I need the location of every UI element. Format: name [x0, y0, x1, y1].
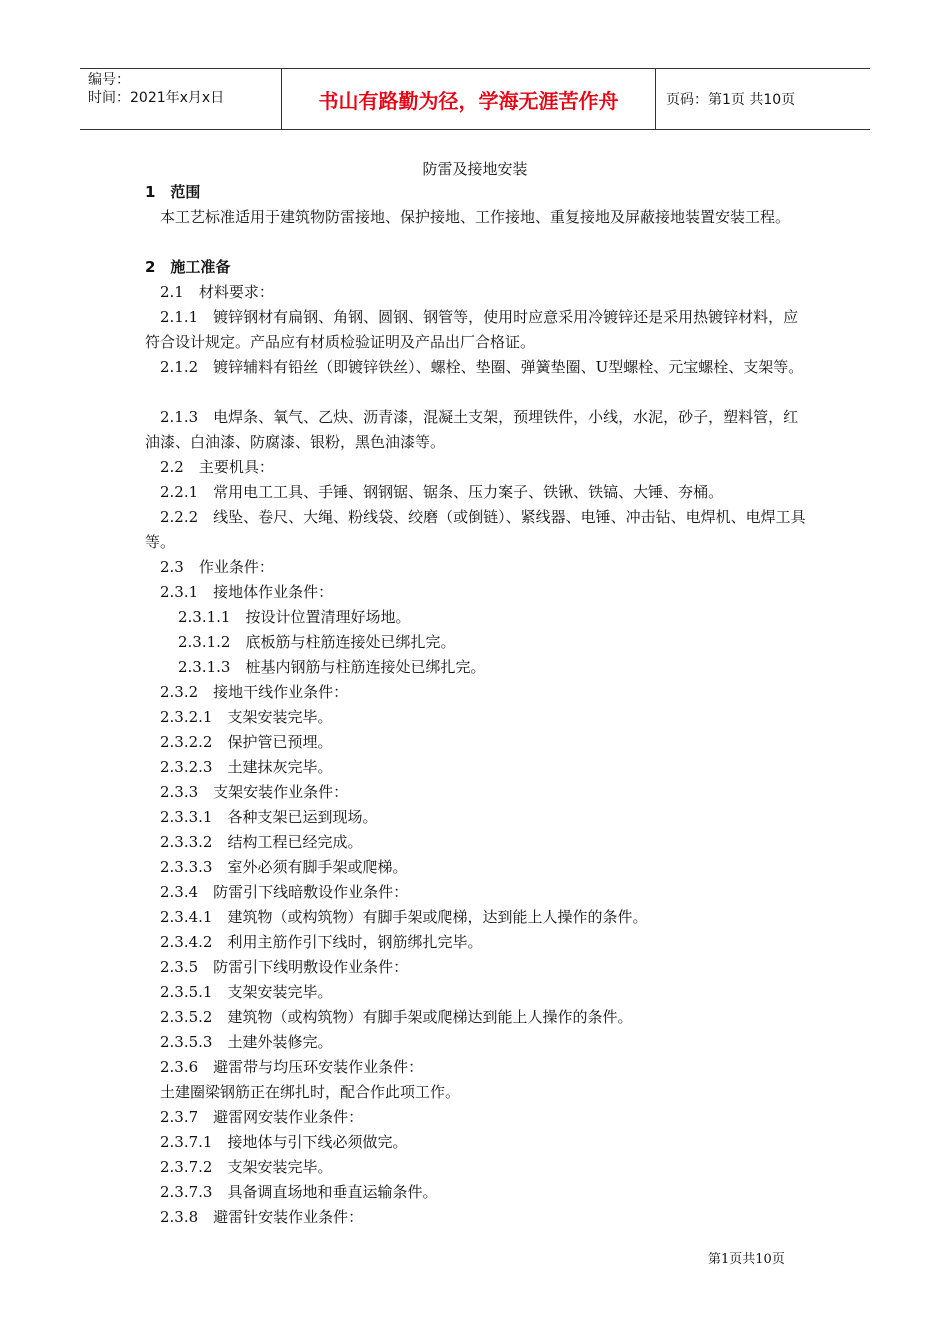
list-item: 2.3.1.3 桩基内钢筋与柱筋连接处已绑扎完。	[178, 658, 486, 676]
list-item: 2.3.4.2 利用主筋作引下线时，钢筋绑扎完毕。	[160, 933, 483, 951]
section-heading: 1 范围	[145, 183, 201, 201]
list-item: 2.3.1.2 底板筋与柱筋连接处已绑扎完。	[178, 633, 456, 651]
list-item: 2.3.7.2 支架安装完毕。	[160, 1158, 333, 1176]
subsection-heading: 2.2 主要机具：	[160, 458, 274, 476]
time-label: 时间：2021年x月x日	[88, 90, 225, 106]
list-item: 2.2.2 线坠、卷尺、大绳、粉线袋、绞磨（或倒链）、紧线器、电锤、冲击钻、电焊机、电焊工具等。	[145, 508, 806, 551]
header-motto: 书山有路勤为径，学海无涯苦作舟	[281, 69, 656, 129]
list-item: 2.3.2 接地干线作业条件：	[160, 683, 349, 701]
list-item: 2.3.3.1 各种支架已运到现场。	[160, 808, 378, 826]
list-item: 2.3.7 避雷网安装作业条件：	[160, 1108, 364, 1126]
list-item: 2.3.2.2 保护管已预埋。	[160, 733, 333, 751]
list-item: 2.3.5 防雷引下线明敷设作业条件：	[160, 958, 409, 976]
list-item: 2.3.7.1 接地体与引下线必须做完。	[160, 1133, 408, 1151]
list-item: 2.3.7.3 具备调直场地和垂直运输条件。	[160, 1183, 438, 1201]
list-item: 2.3.3.2 结构工程已经完成。	[160, 833, 363, 851]
list-item: 2.2.1 常用电工工具、手锤、钢钢锯、锯条、压力案子、铁锹、铁镐、大锤、夯桶。	[160, 483, 724, 501]
list-item: 2.3.2.1 支架安装完毕。	[160, 708, 333, 726]
header-page-info: 页码：第1页 共10页	[666, 92, 796, 108]
list-item: 2.3.5.2 建筑物（或构筑物）有脚手架或爬梯达到能上人操作的条件。	[160, 1008, 633, 1026]
header-meta	[80, 69, 280, 129]
list-item: 2.3.3 支架安装作业条件：	[160, 783, 349, 801]
subsection-heading: 2.1 材料要求：	[160, 283, 274, 301]
document-title: 防雷及接地安装	[422, 160, 528, 178]
page-footer: 第1页共10页	[708, 1252, 785, 1267]
list-item: 2.3.4.1 建筑物（或构筑物）有脚手架或爬梯，达到能上人操作的条件。	[160, 908, 648, 926]
list-item: 2.3.3.3 室外必须有脚手架或爬梯。	[160, 858, 408, 876]
list-item: 2.3.5.3 土建外装修完。	[160, 1033, 333, 1051]
list-item: 2.3.8 避雷针安装作业条件：	[160, 1208, 364, 1226]
document-body	[145, 180, 810, 1230]
list-item: 2.3.1 接地体作业条件：	[160, 583, 334, 601]
list-item: 2.3.6 避雷带与均压环安装作业条件：	[160, 1058, 424, 1076]
list-item: 2.1.1 镀锌钢材有扁钢、角钢、圆钢、钢管等，使用时应意采用冷镀锌还是采用热镀锌材料，应符合设计规定。产品应有材质检验证明及产品出厂合格证。	[145, 308, 799, 351]
number-label: 编号：	[88, 72, 130, 88]
list-item: 2.1.2 镀锌辅料有铅丝（即镀锌铁丝）、螺栓、垫圈、弹簧垫圈、U型螺栓、元宝螺栓、支架等。	[160, 358, 804, 376]
list-item: 2.1.3 电焊条、氧气、乙炔、沥青漆，混凝土支架，预埋铁件，小线，水泥，砂子，塑料管，红油漆、白油漆、防腐漆、银粉，黑色油漆等。	[145, 408, 799, 451]
paragraph: 本工艺标准适用于建筑物防雷接地、保护接地、工作接地、重复接地及屏蔽接地装置安装工程。	[160, 208, 791, 226]
list-item: 2.3.4 防雷引下线暗敷设作业条件：	[160, 883, 409, 901]
page-header	[80, 68, 870, 130]
list-item: 2.3.2.3 土建抹灰完毕。	[160, 758, 333, 776]
paragraph: 土建圈梁钢筋正在绑扎时，配合作此项工作。	[160, 1083, 461, 1101]
section-heading: 2 施工准备	[145, 258, 231, 276]
list-item: 2.3.5.1 支架安装完毕。	[160, 983, 333, 1001]
subsection-heading: 2.3 作业条件：	[160, 558, 274, 576]
list-item: 2.3.1.1 按设计位置清理好场地。	[178, 608, 411, 626]
